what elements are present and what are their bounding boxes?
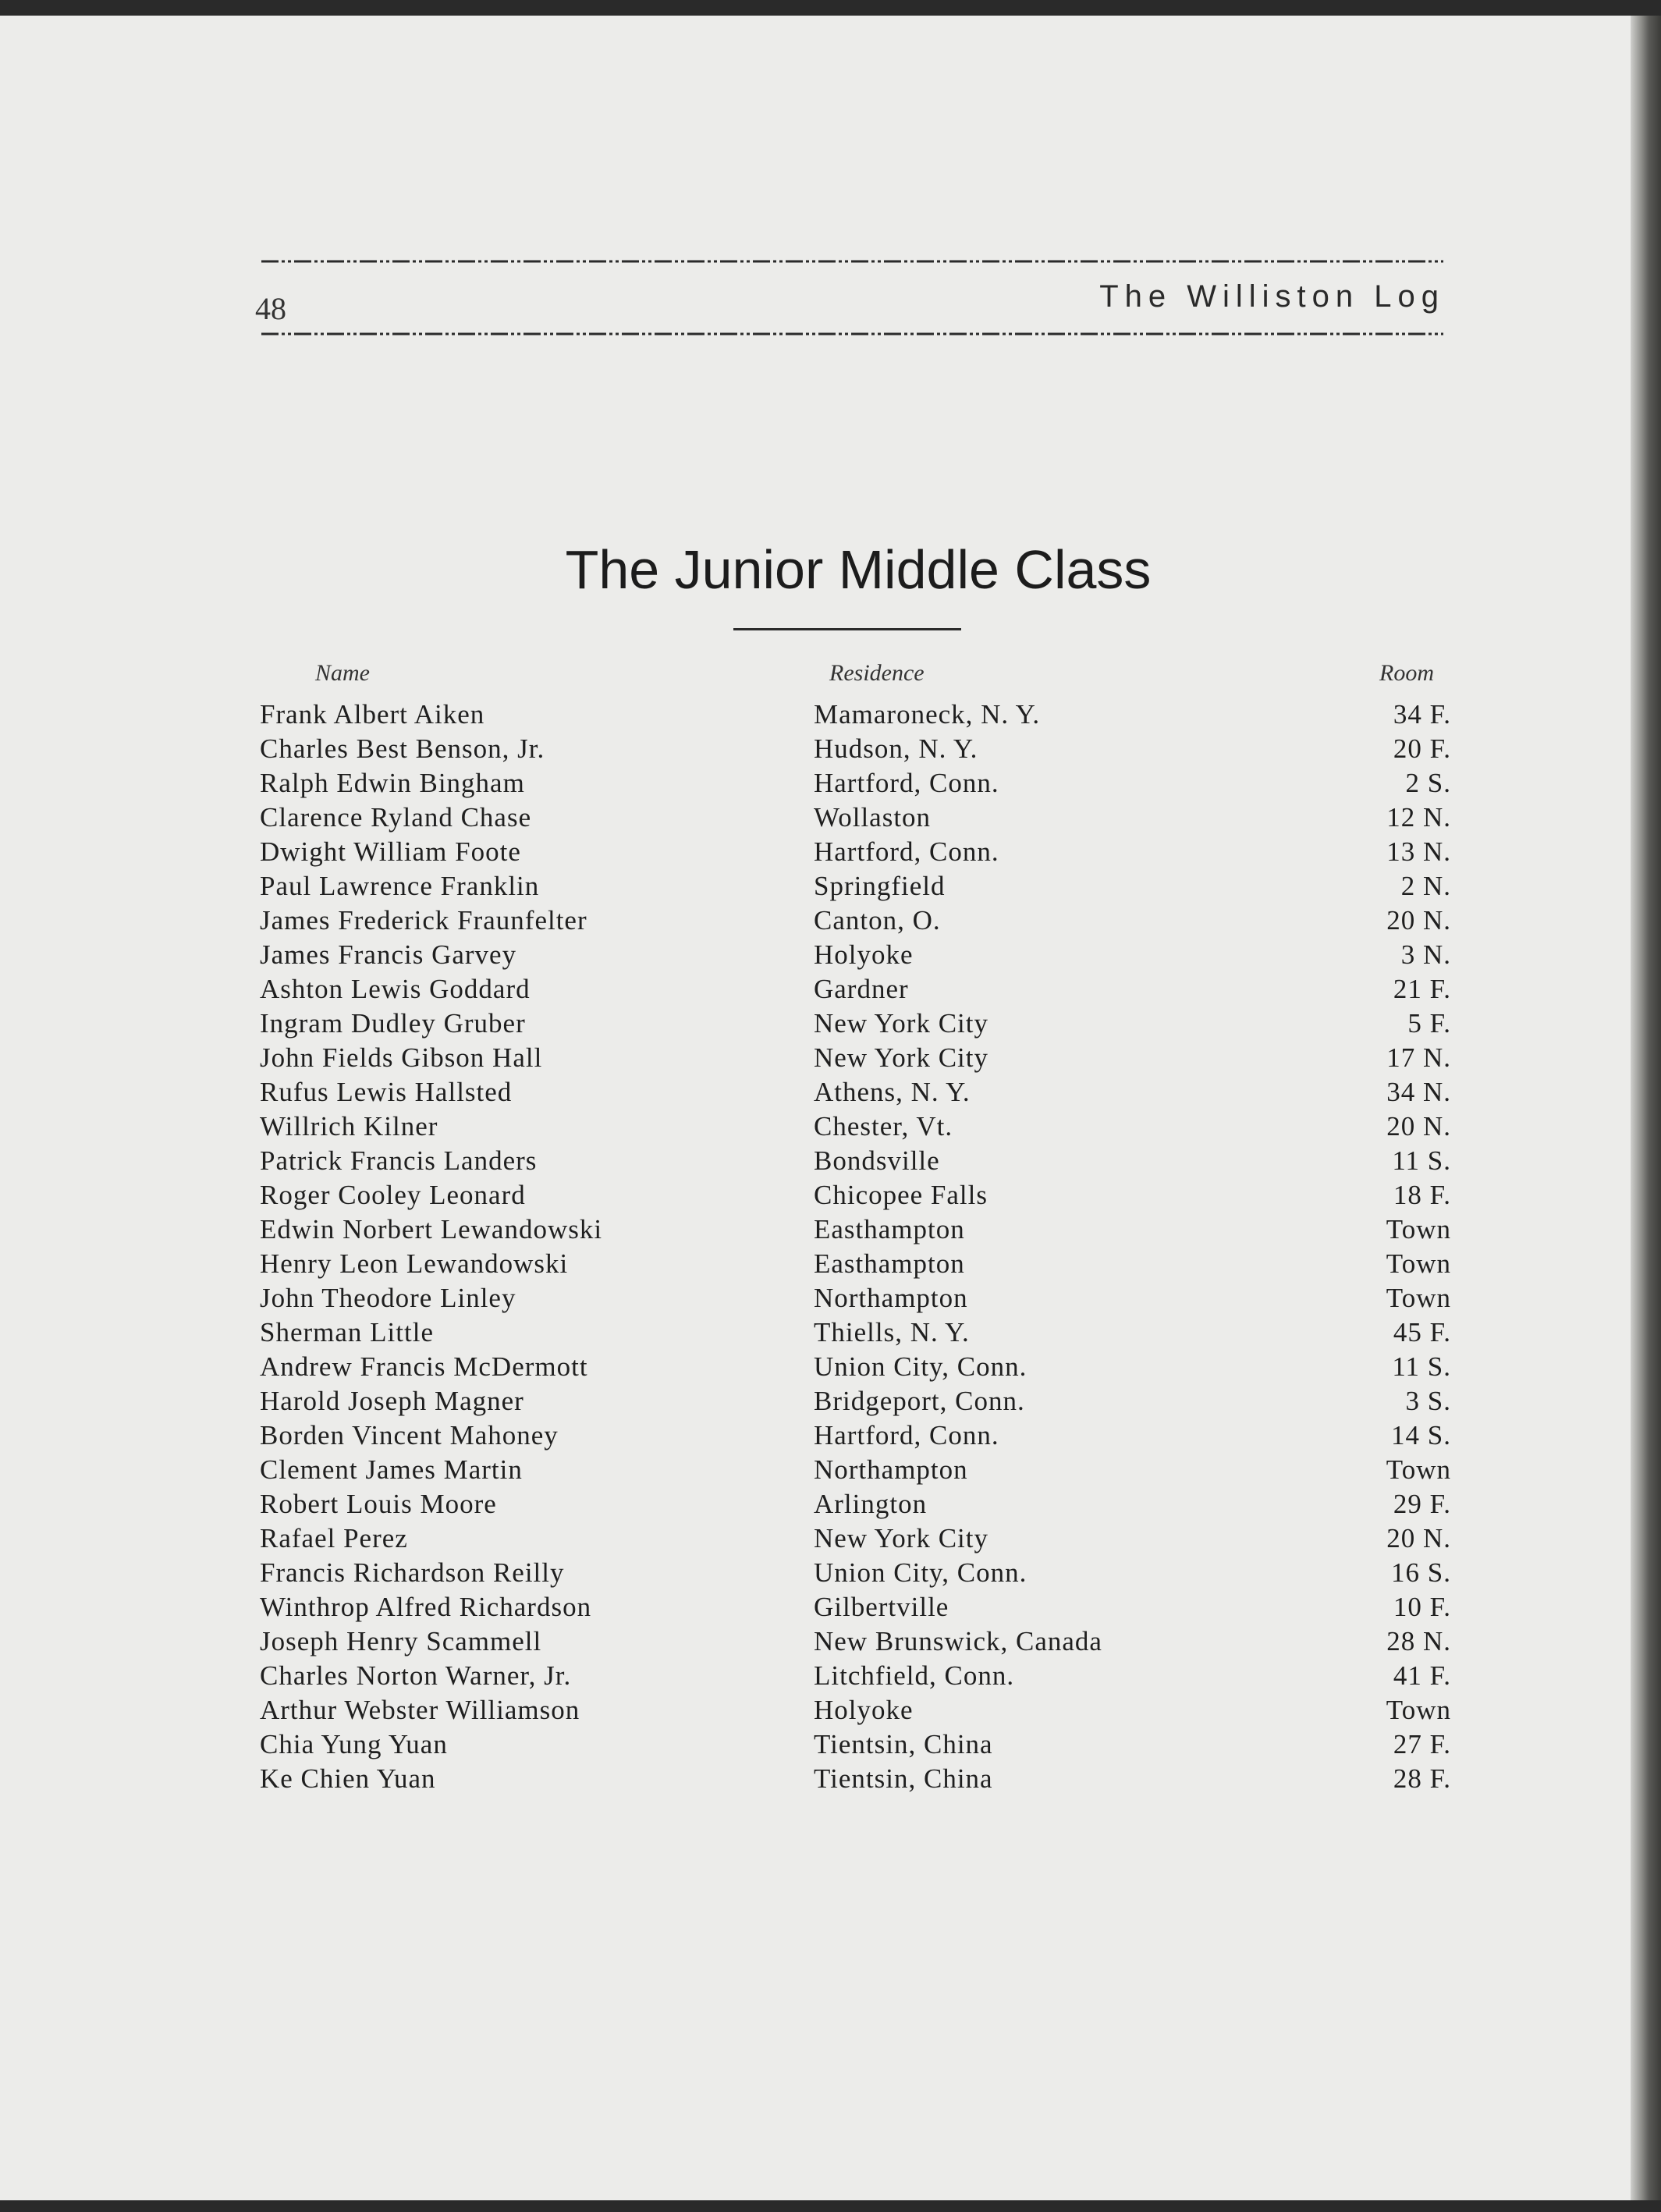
student-room: 34 N. <box>1386 1077 1451 1107</box>
student-row <box>0 1659 1631 1693</box>
student-residence: Wollaston <box>814 802 932 833</box>
student-name: Clarence Ryland Chase <box>260 802 532 833</box>
student-residence: Hartford, Conn. <box>814 1420 999 1450</box>
student-room: 28 N. <box>1386 1626 1451 1656</box>
student-row <box>0 1556 1631 1590</box>
student-name: Frank Albert Aiken <box>260 699 485 730</box>
student-room: 20 F. <box>1393 733 1451 764</box>
student-room: 20 N. <box>1386 1111 1451 1142</box>
student-row <box>0 1693 1631 1727</box>
student-name: Ke Chien Yuan <box>260 1763 436 1794</box>
student-room: 12 N. <box>1386 802 1451 833</box>
student-residence: Northampton <box>814 1454 968 1485</box>
student-row <box>0 1521 1631 1556</box>
student-room: 28 F. <box>1393 1763 1451 1794</box>
student-row <box>0 869 1631 904</box>
column-header-room: Room <box>1379 660 1434 686</box>
student-room: 16 S. <box>1391 1557 1451 1588</box>
student-row <box>0 972 1631 1007</box>
student-room: 17 N. <box>1386 1042 1451 1073</box>
student-residence: Arlington <box>814 1489 928 1519</box>
student-residence: Mamaroneck, N. Y. <box>814 699 1041 730</box>
student-room: 5 F. <box>1407 1008 1451 1039</box>
student-row <box>0 1487 1631 1521</box>
student-name: Henry Leon Lewandowski <box>260 1248 569 1279</box>
student-residence: Easthampton <box>814 1214 965 1244</box>
column-header-residence: Residence <box>829 660 925 686</box>
student-residence: Easthampton <box>814 1248 965 1279</box>
student-residence: Gilbertville <box>814 1592 949 1622</box>
student-row <box>0 1007 1631 1041</box>
student-residence: Union City, Conn. <box>814 1351 1027 1382</box>
student-name: Robert Louis Moore <box>260 1489 497 1519</box>
student-name: Andrew Francis McDermott <box>260 1351 588 1382</box>
student-room: 27 F. <box>1393 1729 1451 1759</box>
student-row <box>0 1590 1631 1624</box>
student-room: Town <box>1386 1283 1451 1313</box>
student-residence: Springfield <box>814 871 946 901</box>
student-name: Ashton Lewis Goddard <box>260 974 531 1004</box>
student-room: 29 F. <box>1393 1489 1451 1519</box>
running-head: The Williston Log <box>1099 279 1445 314</box>
column-header-name: Name <box>315 660 370 686</box>
student-name: Winthrop Alfred Richardson <box>260 1592 592 1622</box>
student-name: Paul Lawrence Franklin <box>260 871 540 901</box>
student-name: John Fields Gibson Hall <box>260 1042 543 1073</box>
student-name: Rafael Perez <box>260 1523 408 1553</box>
student-name: Rufus Lewis Hallsted <box>260 1077 513 1107</box>
student-row <box>0 1281 1631 1315</box>
student-name: Sherman Little <box>260 1317 434 1347</box>
student-residence: Thiells, N. Y. <box>814 1317 970 1347</box>
student-list <box>0 698 1631 1796</box>
student-residence: Union City, Conn. <box>814 1557 1027 1588</box>
student-residence: Athens, N. Y. <box>814 1077 971 1107</box>
student-row <box>0 938 1631 972</box>
student-room: 10 F. <box>1393 1592 1451 1622</box>
student-room: 3 N. <box>1400 939 1451 970</box>
student-name: Harold Joseph Magner <box>260 1386 524 1416</box>
student-name: Ralph Edwin Bingham <box>260 768 525 798</box>
student-name: Ingram Dudley Gruber <box>260 1008 526 1039</box>
student-name: Francis Richardson Reilly <box>260 1557 565 1588</box>
header-rule-top <box>261 257 1443 265</box>
student-room: 14 S. <box>1391 1420 1451 1450</box>
student-row <box>0 835 1631 869</box>
student-name: Clement James Martin <box>260 1454 523 1485</box>
student-room: Town <box>1386 1695 1451 1725</box>
student-row <box>0 1418 1631 1453</box>
student-name: Charles Norton Warner, Jr. <box>260 1660 572 1691</box>
student-residence: New York City <box>814 1523 989 1553</box>
student-room: 11 S. <box>1392 1145 1451 1176</box>
student-residence: New York City <box>814 1042 989 1073</box>
student-residence: Chicopee Falls <box>814 1180 988 1210</box>
student-name: Chia Yung Yuan <box>260 1729 448 1759</box>
student-residence: Hudson, N. Y. <box>814 733 978 764</box>
student-name: Patrick Francis Landers <box>260 1145 538 1176</box>
student-row <box>0 1350 1631 1384</box>
book-spine <box>1631 16 1661 2200</box>
student-row <box>0 1762 1631 1796</box>
student-room: 2 N. <box>1400 871 1451 901</box>
student-room: 11 S. <box>1392 1351 1451 1382</box>
student-residence: Hartford, Conn. <box>814 836 999 867</box>
student-room: 3 S. <box>1405 1386 1451 1416</box>
student-room: 21 F. <box>1393 974 1451 1004</box>
student-room: 41 F. <box>1393 1660 1451 1691</box>
student-row <box>0 904 1631 938</box>
student-name: Charles Best Benson, Jr. <box>260 733 545 764</box>
student-residence: Tientsin, China <box>814 1729 993 1759</box>
student-name: Joseph Henry Scammell <box>260 1626 542 1656</box>
student-row <box>0 732 1631 766</box>
student-residence: Chester, Vt. <box>814 1111 953 1142</box>
student-residence: Hartford, Conn. <box>814 768 999 798</box>
student-room: Town <box>1386 1214 1451 1244</box>
student-residence: Bridgeport, Conn. <box>814 1386 1025 1416</box>
title-underline <box>733 628 961 630</box>
student-name: Borden Vincent Mahoney <box>260 1420 559 1450</box>
student-room: 13 N. <box>1386 836 1451 867</box>
page-title: The Junior Middle Class <box>565 539 1152 600</box>
student-room: Town <box>1386 1454 1451 1485</box>
student-room: 34 F. <box>1393 699 1451 730</box>
student-residence: Tientsin, China <box>814 1763 993 1794</box>
student-room: 20 N. <box>1386 905 1451 936</box>
student-row <box>0 801 1631 835</box>
student-row <box>0 1213 1631 1247</box>
student-row <box>0 1315 1631 1350</box>
student-residence: Holyoke <box>814 1695 914 1725</box>
student-name: John Theodore Linley <box>260 1283 516 1313</box>
student-residence: Canton, O. <box>814 905 941 936</box>
student-row <box>0 1144 1631 1178</box>
student-row <box>0 1247 1631 1281</box>
student-residence: Bondsville <box>814 1145 940 1176</box>
student-residence: Holyoke <box>814 939 914 970</box>
student-room: Town <box>1386 1248 1451 1279</box>
page-number: 48 <box>255 291 286 326</box>
student-name: Arthur Webster Williamson <box>260 1695 580 1725</box>
student-room: 2 S. <box>1405 768 1451 798</box>
student-row <box>0 1178 1631 1213</box>
student-name: Roger Cooley Leonard <box>260 1180 526 1210</box>
student-room: 18 F. <box>1393 1180 1451 1210</box>
student-room: 20 N. <box>1386 1523 1451 1553</box>
student-row <box>0 1727 1631 1762</box>
student-name: James Francis Garvey <box>260 939 517 970</box>
student-row <box>0 1110 1631 1144</box>
student-residence: Northampton <box>814 1283 968 1313</box>
student-room: 45 F. <box>1393 1317 1451 1347</box>
student-row <box>0 766 1631 801</box>
student-name: Edwin Norbert Lewandowski <box>260 1214 603 1244</box>
student-name: Dwight William Foote <box>260 836 521 867</box>
student-row <box>0 698 1631 732</box>
student-residence: New Brunswick, Canada <box>814 1626 1102 1656</box>
header-rule-bottom <box>261 330 1443 338</box>
student-row <box>0 1624 1631 1659</box>
student-row <box>0 1075 1631 1110</box>
student-residence: Litchfield, Conn. <box>814 1660 1015 1691</box>
student-row <box>0 1041 1631 1075</box>
student-name: James Frederick Fraunfelter <box>260 905 587 936</box>
student-residence: New York City <box>814 1008 989 1039</box>
student-row <box>0 1453 1631 1487</box>
student-residence: Gardner <box>814 974 909 1004</box>
student-row <box>0 1384 1631 1418</box>
student-name: Willrich Kilner <box>260 1111 438 1142</box>
